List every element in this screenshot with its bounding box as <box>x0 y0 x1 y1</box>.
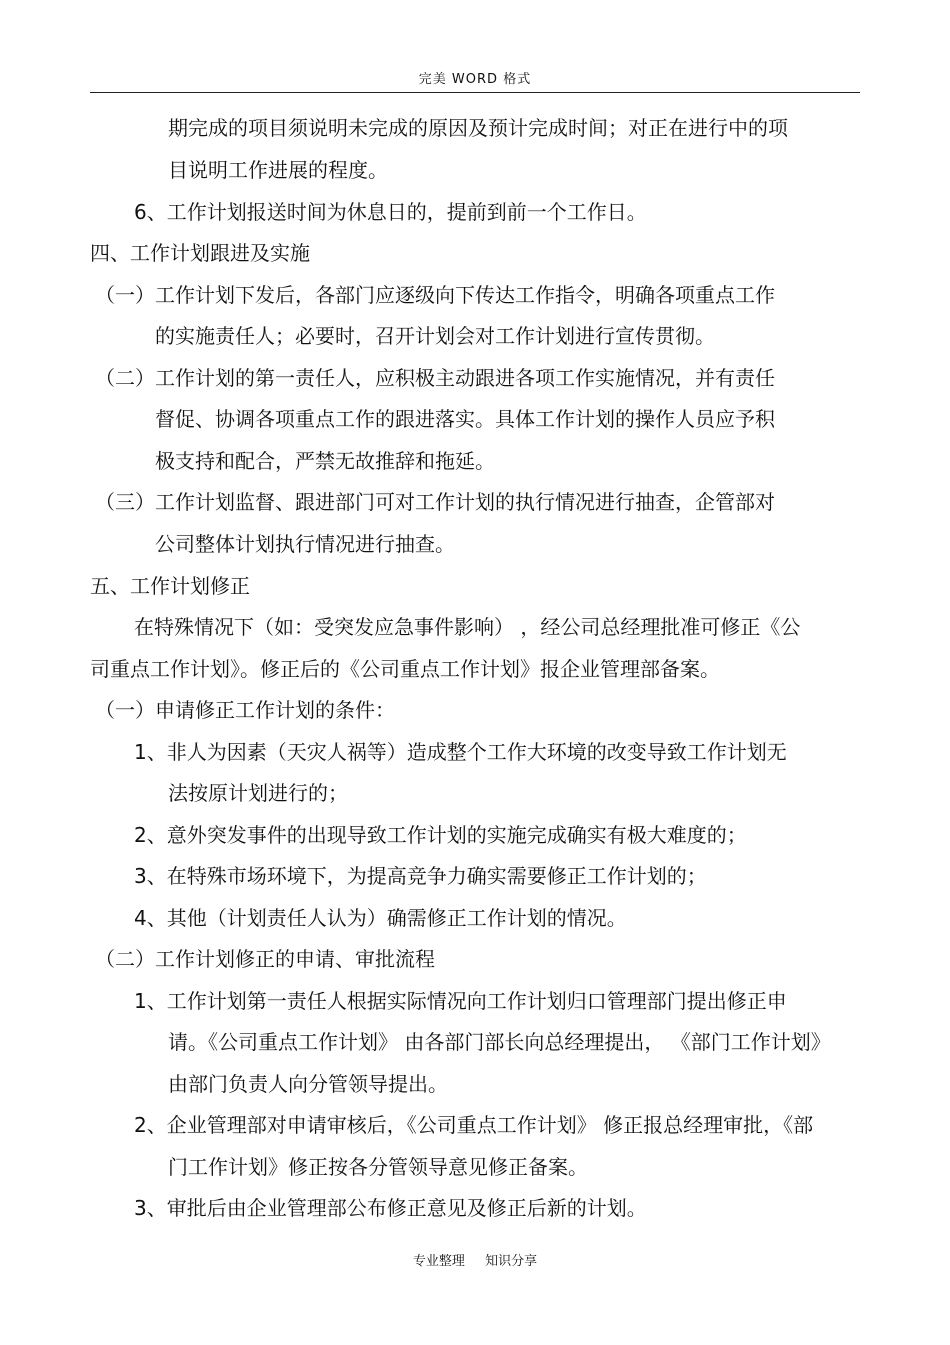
body-line: 的实施责任人；必要时，召开计划会对工作计划进行宣传贯彻。 <box>155 324 715 348</box>
body-line: 由部门负责人向分管领导提出。 <box>168 1072 448 1096</box>
body-line: 3、审批后由企业管理部公布修正意见及修正后新的计划。 <box>134 1196 647 1220</box>
body-line: 1、工作计划第一责任人根据实际情况向工作计划归口管理部门提出修正申 <box>134 989 787 1013</box>
footer-right-text: 知识分享 <box>485 1254 538 1269</box>
body-line: 目说明工作进展的程度。 <box>168 158 388 182</box>
body-line: 1、非人为因素（天灾人祸等）造成整个工作大环境的改变导致工作计划无 <box>134 740 787 764</box>
body-line: 请。《公司重点工作计划》 由各部门部长向总经理提出， 《部门工作计划》 <box>168 1030 831 1054</box>
page-footer <box>0 1250 950 1269</box>
body-line: 6、工作计划报送时间为休息日的，提前到前一个工作日。 <box>134 200 647 224</box>
body-line: （二）工作计划修正的申请、审批流程 <box>95 947 435 971</box>
body-line: （二）工作计划的第一责任人，应积极主动跟进各项工作实施情况，并有责任 <box>95 366 775 390</box>
section-heading: 四、工作计划跟进及实施 <box>90 241 310 265</box>
body-line: 2、意外突发事件的出现导致工作计划的实施完成确实有极大难度的； <box>134 823 747 847</box>
header-rule <box>90 92 860 93</box>
body-line: 在特殊情况下（如：受突发应急事件影响） ，经公司总经理批准可修正《公 <box>134 615 801 639</box>
body-line: 司重点工作计划》。修正后的《公司重点工作计划》报企业管理部备案。 <box>90 657 720 681</box>
body-line: 门工作计划》修正按各分管领导意见修正备案。 <box>168 1155 588 1179</box>
body-line: 3、在特殊市场环境下，为提高竞争力确实需要修正工作计划的； <box>134 864 707 888</box>
section-heading: 五、工作计划修正 <box>90 574 250 598</box>
footer-left-text: 专业整理 <box>412 1254 465 1269</box>
body-line: （一）申请修正工作计划的条件： <box>95 698 395 722</box>
body-line: 极支持和配合，严禁无故推辞和拖延。 <box>155 449 495 473</box>
page-header: 完美 WORD 格式 <box>418 72 532 87</box>
body-line: 督促、协调各项重点工作的跟进落实。具体工作计划的操作人员应予积 <box>155 407 775 431</box>
body-line: （三）工作计划监督、跟进部门可对工作计划的执行情况进行抽查，企管部对 <box>95 490 775 514</box>
body-line: 期完成的项目须说明未完成的原因及预计完成时间；对正在进行中的项 <box>168 116 788 140</box>
body-line: 公司整体计划执行情况进行抽查。 <box>155 532 455 556</box>
body-line: 4、其他（计划责任人认为）确需修正工作计划的情况。 <box>134 906 627 930</box>
body-line: 2、企业管理部对申请审核后，《公司重点工作计划》 修正报总经理审批，《部 <box>134 1113 814 1137</box>
body-line: 法按原计划进行的； <box>168 781 348 805</box>
body-line: （一）工作计划下发后，各部门应逐级向下传达工作指令，明确各项重点工作 <box>95 283 775 307</box>
